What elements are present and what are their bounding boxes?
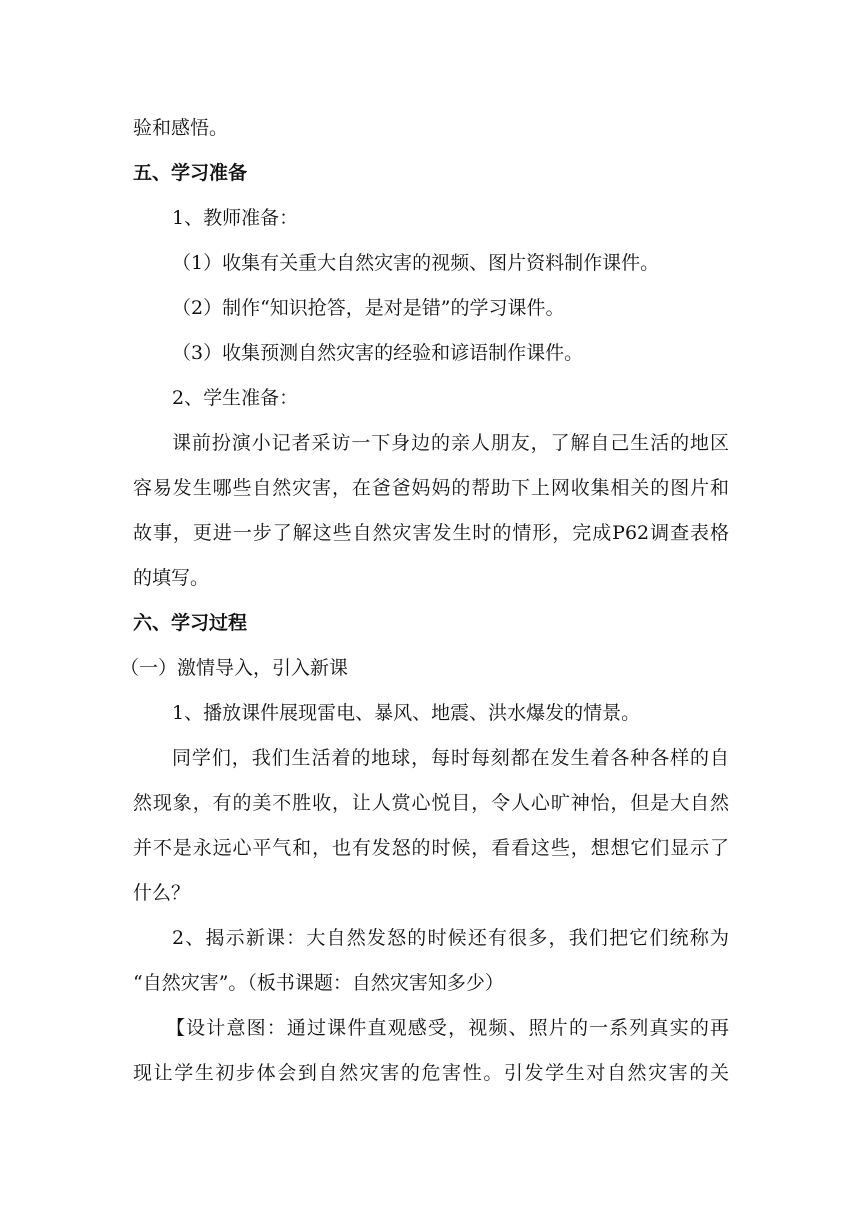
paragraph-line: 同学们，我们生活着的地球，每时每刻都在发生着各种各样的自 bbox=[172, 747, 729, 769]
section-heading-process: 六、学习过程 bbox=[133, 612, 248, 634]
paragraph-line: 并不是永远心平气和，也有发怒的时候，看看这些，想想它们显示了 bbox=[133, 837, 729, 859]
paragraph-line: 课前扮演小记者采访一下身边的亲人朋友，了解自己生活的地区 bbox=[172, 432, 729, 454]
paragraph-line: 2、揭示新课：大自然发怒的时候还有很多，我们把它们统称为 bbox=[172, 927, 729, 949]
design-intent-line: 现让学生初步体会到自然灾害的危害性。引发学生对自然灾害的关 bbox=[133, 1062, 729, 1084]
paragraph-line: 然现象，有的美不胜收，让人赏心悦目，令人心旷神怡，但是大自然 bbox=[133, 792, 729, 814]
paragraph-line: 容易发生哪些自然灾害，在爸爸妈妈的帮助下上网收集相关的图片和 bbox=[133, 477, 729, 499]
paragraph-line: 1、播放课件展现雷电、暴风、地震、洪水爆发的情景。 bbox=[172, 702, 641, 724]
paragraph-line: 什么？ bbox=[133, 882, 191, 904]
list-item: （2）制作“知识抢答，是对是错”的学习课件。 bbox=[172, 297, 565, 319]
design-intent-line: 【设计意图：通过课件直观感受，视频、照片的一系列真实的再 bbox=[166, 1017, 729, 1039]
list-item: （3）收集预测自然灾害的经验和谚语制作课件。 bbox=[172, 342, 584, 364]
paragraph-line: “自然灾害”。（板书课题：自然灾害知多少） bbox=[133, 972, 504, 994]
subheading-intro: （一）激情导入，引入新课 bbox=[120, 657, 349, 679]
paragraph-line: 的填写。 bbox=[133, 567, 210, 589]
paragraph-line: 验和感悟。 bbox=[133, 117, 229, 139]
subheading-teacher-prep: 1、教师准备： bbox=[172, 207, 299, 229]
list-item: （1）收集有关重大自然灾害的视频、图片资料制作课件。 bbox=[172, 252, 660, 274]
section-heading-preparation: 五、学习准备 bbox=[133, 162, 248, 184]
subheading-student-prep: 2、学生准备： bbox=[172, 387, 299, 409]
paragraph-line: 故事，更进一步了解这些自然灾害发生时的情形，完成P62调查表格 bbox=[133, 522, 729, 544]
